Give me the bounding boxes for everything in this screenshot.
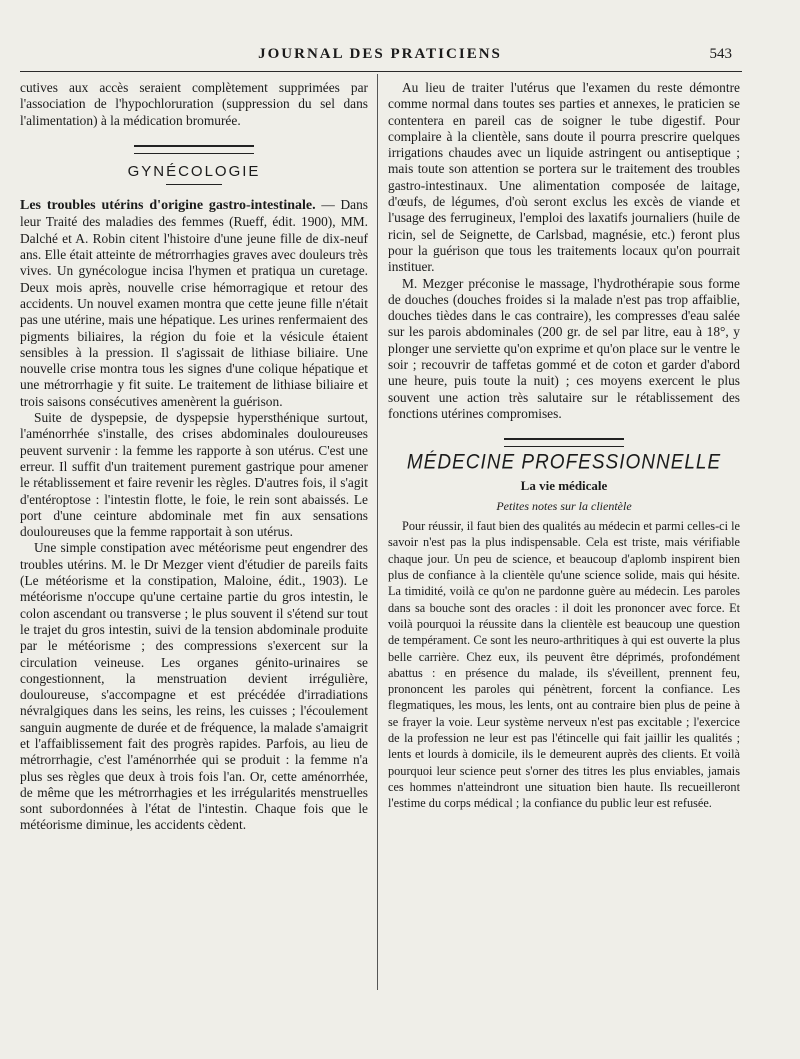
- column-divider: [377, 74, 378, 990]
- subsection-subtitle: Petites notes sur la clientèle: [496, 498, 632, 513]
- header-rule: [20, 71, 742, 72]
- paragraph: Au lieu de traiter l'utérus que l'examen du reste démontre comme normal dans toutes ses parties et annexes, le praticien se contentera en pareil cas de soigner le tube digestif. Pour complaire à la clientèle, sans doute il pourra prescrire quelques irrigations chaudes avec un liquide astringent ou antiseptique ; mais toute son attention se portera sur le traitement des troubles gastro-intestinaux. Une alimentation composée de laitage, d'œufs, de légumes, d'où seront exclus les excès de viande et l'usage des ferrugineux, l'emploi des laxatifs journaliers (huile de ricin, sel de Seignette, de Carlsbad, magnésie, etc.) feront plus pour la guérison que tous les traitements locaux qu'on pourrait instituer.: [388, 80, 740, 275]
- section-underline: [166, 184, 222, 185]
- intro-paragraph: cutives aux accès seraient complètement supprimées par l'association de l'hypochloruration (suppression du sel dans l'alimentation) à la médication bromurée.: [20, 80, 368, 128]
- article-title: Les troubles utérins d'origine gastro-intestinale.: [20, 198, 316, 214]
- section-ornament: [134, 145, 254, 154]
- section-ornament: [504, 438, 624, 447]
- section-title-medecine: MÉDECINE PROFESSIONNELLE: [406, 451, 722, 475]
- running-title: JOURNAL DES PRATICIENS: [258, 46, 502, 62]
- page-header: [20, 46, 740, 68]
- subsection-title: La vie médicale: [520, 477, 608, 493]
- left-column: [20, 80, 368, 834]
- section-title-gynecologie: GYNÉCOLOGIE: [127, 162, 261, 180]
- paragraph: Suite de dyspepsie, de dyspepsie hypersthénique surtout, l'aménorrhée s'installe, des crises abdominales douloureuses peuvent survenir : la femme les rapporte à son utérus. C'est une erreur. Il suffit d'un traitement purement gastrique pour amener le rétablissement et faire revenir les règles. D'autres fois, il s'agit d'entéroptose : l'intestin flotte, le foie, le rein sont abaissés. Le port d'une ceinture abdominale met fin aux sensations douloureuses que la femme rapportait à son utérus.: [20, 410, 368, 540]
- paragraph: Pour réussir, il faut bien des qualités au médecin et parmi celles-ci le savoir n'est pas la plus indispensable. Cela est triste, mais vérifiable chaque jour. Un peu de science, et beaucoup d'aplomb inspirent bien plus de confiance à la clientèle qu'une science solide, mais qui hésite. La timidité, voilà ce qu'on ne pardonne guère au médecin. Les paroles dans sa bouche sont des oracles : il doit les prononcer avec force. Et voilà pourquoi la réussite dans la clientèle est beaucoup une question de tempérament. Ce sont les neuro-arthritiques à qui est ouverte la plus belle carrière. Chez eux, ils peuvent être déprimés, profondément abattus : en présence du malade, ils s'éveillent, prennent feu, prononcent les paroles qui pénètrent, forcent la confiance. Les flegmatiques, les mous, les lents, ont au contraire bien plus de peine à se frayer la voie. Leur système nerveux n'est pas excitable ; l'exercice de la profession ne leur est pas l'étincelle qui fait jaillir les qualités ; lents et lourds à domicile, ils le demeurent auprès des clients. Et voilà pourquoi leur science peut s'orner des titres les plus enviables, jamais ces hommes n'atteindront une situation bien haute. Ils recueilleront l'estime du corps médical ; la confiance du public leur est refusée.: [388, 519, 740, 811]
- article-text: — Dans leur Traité des maladies des femmes (Rueff, édit. 1900), MM. Dalché et A. Robin citent l'histoire d'une jeune fille de dix-neuf ans. Elle était atteinte de métrorrhagies graves avec douleurs très vives. Un gynécologue incisa l'hymen et pratiqua un curetage. Deux mois après, nouvelle crise hémorragique et retour des accidents. Un nouvel examen montra que cette jeune fille n'était pas une utérine, mais une hépatique. Les urines renfermaient des pigments biliaires, la région du foie et la vésicule étaient sensibles à la pression. Il s'agissait de lithiase biliaire. Une nouvelle crise montra tous les signes d'une colique hépatique et une métrorrhagie y fit suite. Le traitement de lithiase biliaire et trois saisons consécutives amenèrent la guérison.: [20, 197, 368, 409]
- paragraph: M. Mezger préconise le massage, l'hydrothérapie sous forme de douches (douches froides si la malade n'est pas trop affaiblie, douches tièdes dans le cas contraire), les compresses d'eau salée sur les parois abdominales (200 gr. de sel par litre, eau à 18°, y plonger une serviette qu'on exprime et qu'on place sur le ventre le soir ; recouvrir de taffetas gommé et de coton et garder d'abord une heure, puis toute la nuit) ; ces moyens exercent le plus souvent une action très salutaire sur le rétablissement des fonctions utérines compromises.: [388, 275, 740, 421]
- article-paragraph: [20, 197, 368, 410]
- right-column: [388, 80, 740, 811]
- paragraph: Une simple constipation avec météorisme peut engendrer des troubles utérins. M. le Dr Mezger vient d'étudier de pareils faits (Le météorisme et la constipation, Maloine, édit., 1903). Le météorisme n'occupe qu'une certaine partie du gros intestin, le colon ascendant ou transverse ; le plus souvent il s'étend sur tout le trajet du gros intestin, suivi de la tension abdominale produite par le météorisme ; des compressions s'exercent sur la circulation veineuse. Les organes génito-urinaires se congestionnent, la menstruation devient irrégulière, douloureuse, s'accompagne et est précédée d'irradiations névralgiques dans les seins, les reins, les cuisses ; l'écoulement sanguin augmente de durée et de fréquence, la malade s'amaigrit et l'affaiblissement fait des progrès rapides. Parfois, au lieu de métrorrhagie, c'est l'aménorrhée qui se produit : la femme n'a plus ses règles que deux à trois fois l'an. Or, cette aménorrhée, de même que les métrorrhagies et les irrégularités menstruelles sont subordonnées à l'état de l'intestin. Chaque fois que le météorisme diminue, les accidents cèdent.: [20, 540, 368, 833]
- page-number: 543: [709, 46, 732, 62]
